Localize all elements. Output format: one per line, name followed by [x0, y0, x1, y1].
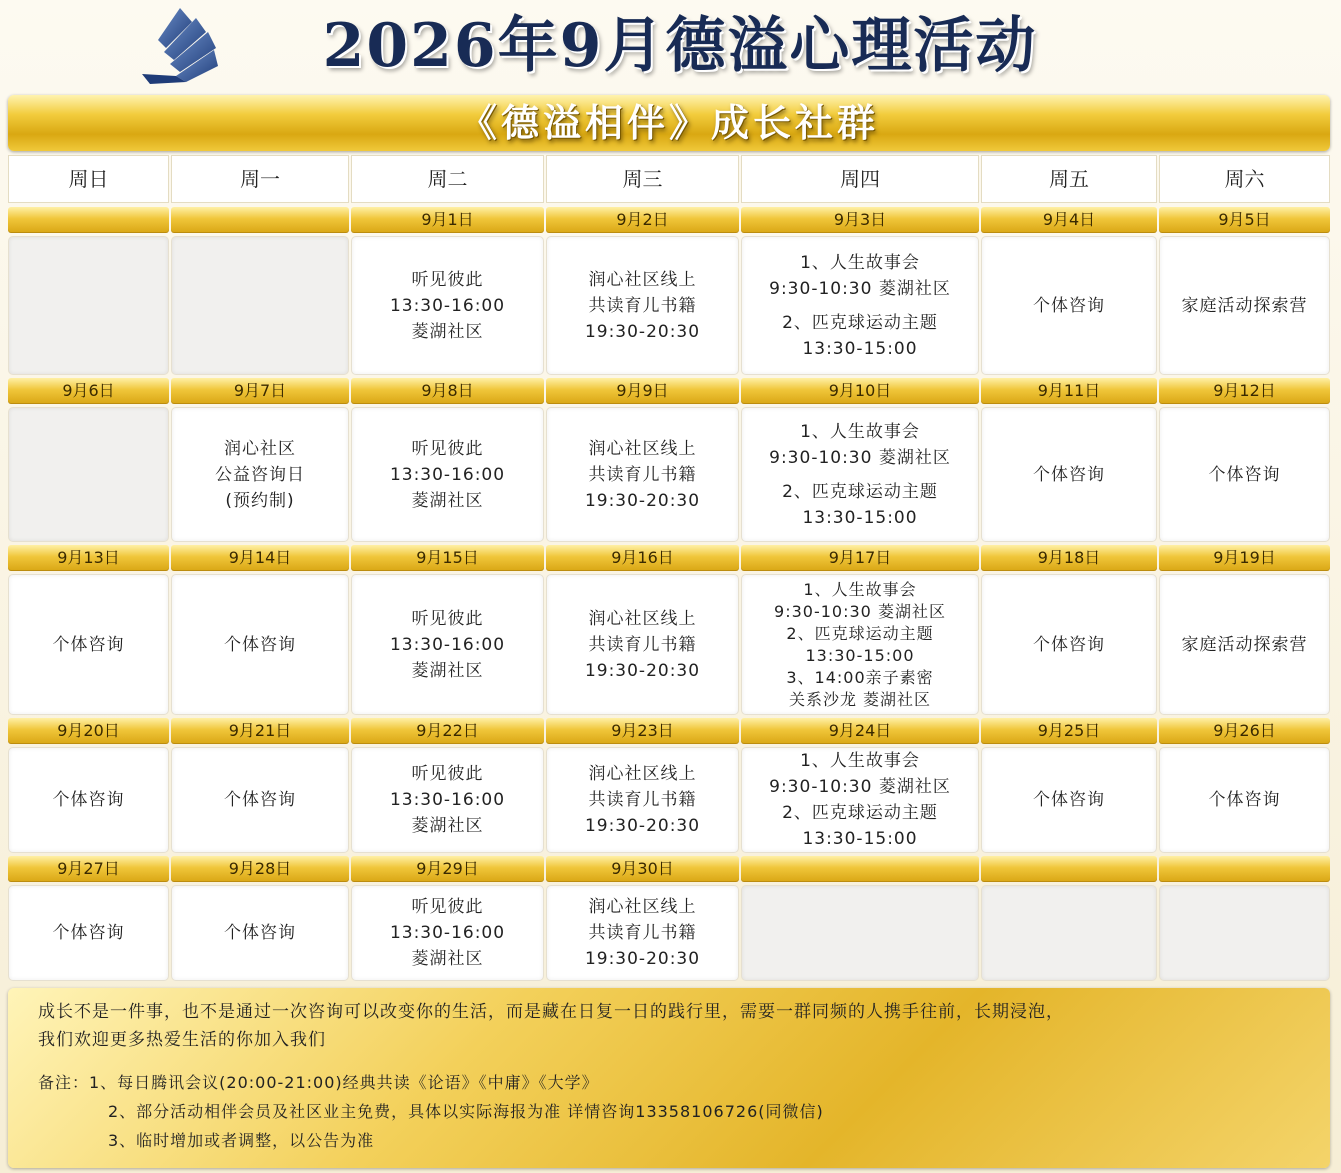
banner-title: 《德溢相伴》成长社群: [8, 95, 1330, 151]
activity-line: 2、匹克球运动主题: [782, 803, 938, 823]
activity-line: 13:30-15:00: [805, 645, 915, 665]
activity-line: 共读育儿书籍: [588, 295, 697, 316]
activity-cell: [171, 885, 349, 981]
empty-cell: [8, 236, 169, 375]
weekday-header: 周五: [981, 155, 1157, 203]
activity-line: 个体咨询: [1033, 790, 1105, 810]
empty-cell: [8, 407, 169, 542]
empty-cell: [981, 885, 1157, 981]
weekday-header: 周六: [1159, 155, 1330, 203]
notes: [38, 1068, 1313, 1155]
weekday-header: 周二: [351, 155, 544, 203]
note-1: 备注：1、每日腾讯会议(20:00-21:00)经典共读《论语》《中庸》《大学》: [38, 1073, 599, 1092]
activity-line: 个体咨询: [224, 923, 296, 943]
intro-line-1: 成长不是一件事，也不是通过一次咨询可以改变你的生活，而是藏在日复一日的践行里，需要一群同频的人携手往前，长期浸泡，: [38, 1002, 1064, 1022]
activity-cell: [8, 747, 169, 853]
date-bar: 9月8日: [351, 378, 544, 404]
activity-line: 共读育儿书籍: [588, 923, 697, 943]
date-bar: 9月10日: [741, 378, 979, 404]
date-bar: 9月26日: [1159, 718, 1330, 744]
activity-cell: [171, 407, 349, 542]
date-bar: 9月18日: [981, 545, 1157, 571]
activity-cell: [8, 885, 169, 981]
activity-cell: [981, 407, 1157, 542]
empty-cell: [1159, 885, 1330, 981]
book-pages-logo-icon: [136, 4, 222, 86]
activity-line: 润心社区线上: [588, 608, 697, 629]
activity-line: 9:30-10:30 菱湖社区: [769, 447, 951, 468]
activity-line: 19:30-20:30: [584, 816, 701, 836]
activity-cell: [351, 574, 544, 715]
activity-cell: [741, 574, 979, 715]
note-2: 2、部分活动相伴会员及社区业主免费，具体以实际海报为准 详情咨询13358106726(同微信): [108, 1102, 824, 1121]
date-bar: 9月3日: [741, 207, 979, 233]
activity-cell: [1159, 407, 1330, 542]
activity-line: 13:30-16:00: [389, 295, 506, 316]
calendar-grid: [8, 155, 1330, 984]
empty-cell: [741, 885, 979, 981]
date-bar: 9月23日: [546, 718, 739, 744]
activity-cell: [981, 236, 1157, 375]
activity-line: 19:30-20:30: [584, 949, 701, 969]
activity-line: 1、人生故事会: [800, 751, 920, 771]
activity-line: 个体咨询: [1208, 464, 1281, 485]
activity-cell: [1159, 574, 1330, 715]
activity-line: 13:30-15:00: [802, 338, 918, 359]
footer-panel: [8, 988, 1330, 1168]
date-bar: 9月2日: [546, 207, 739, 233]
date-bar: [8, 207, 169, 233]
date-bar: 9月1日: [351, 207, 544, 233]
activity-line: 共读育儿书籍: [588, 634, 697, 655]
note-3: 3、临时增加或者调整，以公告为准: [108, 1131, 375, 1150]
activity-cell: [351, 747, 544, 853]
activity-line: 19:30-20:30: [584, 660, 701, 681]
activity-line: 菱湖社区: [411, 949, 484, 969]
intro-line-2: 我们欢迎更多热爱生活的你加入我们: [38, 1030, 326, 1050]
date-bar: 9月16日: [546, 545, 739, 571]
activity-line: 菱湖社区: [411, 321, 484, 342]
activity-line: 个体咨询: [52, 790, 125, 810]
activity-cell: [8, 574, 169, 715]
activity-line: 13:30-16:00: [389, 464, 506, 485]
activity-line: 2、匹克球运动主题: [782, 312, 938, 333]
activity-cell: [546, 574, 739, 715]
date-bar: 9月14日: [171, 545, 349, 571]
activity-line: 13:30-15:00: [802, 507, 918, 528]
date-bar: 9月19日: [1159, 545, 1330, 571]
activity-line: 2、匹克球运动主题: [786, 623, 934, 643]
activity-line: 1、人生故事会: [800, 252, 920, 273]
date-bar: 9月20日: [8, 718, 169, 744]
activity-cell: [546, 747, 739, 853]
activity-line: 13:30-16:00: [389, 790, 506, 810]
activity-line: 润心社区线上: [588, 897, 697, 917]
date-bar: 9月29日: [351, 856, 544, 882]
activity-line: 个体咨询: [1208, 790, 1281, 810]
activity-line: 2、匹克球运动主题: [782, 481, 938, 502]
activity-line: 个体咨询: [52, 634, 125, 655]
activity-line: 关系沙龙 菱湖社区: [788, 689, 932, 709]
empty-cell: [171, 236, 349, 375]
activity-cell: [351, 885, 544, 981]
activity-line: 1、人生故事会: [803, 579, 917, 599]
activity-line: 个体咨询: [1033, 295, 1105, 316]
weekday-header: 周日: [8, 155, 169, 203]
activity-line: 菱湖社区: [411, 816, 484, 836]
activity-line: 13:30-15:00: [802, 829, 918, 849]
date-bar: 9月22日: [351, 718, 544, 744]
activity-line: 19:30-20:30: [584, 321, 701, 342]
date-bar: 9月5日: [1159, 207, 1330, 233]
activity-cell: [981, 747, 1157, 853]
date-bar: 9月9日: [546, 378, 739, 404]
weekday-header: 周四: [741, 155, 979, 203]
weekday-header: 周三: [546, 155, 739, 203]
date-bar: 9月17日: [741, 545, 979, 571]
activity-cell: [741, 747, 979, 853]
activity-line: 个体咨询: [224, 634, 296, 655]
activity-line: 公益咨询日: [215, 464, 305, 485]
activity-cell: [741, 407, 979, 542]
date-bar: 9月27日: [8, 856, 169, 882]
activity-line: 润心社区线上: [588, 764, 697, 784]
activity-cell: [546, 407, 739, 542]
activity-cell: [1159, 236, 1330, 375]
activity-line: 9:30-10:30 菱湖社区: [769, 278, 951, 299]
page-title: 2026年9月德溢心理活动: [322, 11, 1038, 81]
activity-line: 润心社区线上: [588, 438, 697, 459]
activity-line: 3、14:00亲子素密: [786, 667, 934, 687]
activity-cell: [351, 407, 544, 542]
date-bar: 9月24日: [741, 718, 979, 744]
intro-text: [38, 998, 1313, 1054]
activity-line: 13:30-16:00: [389, 923, 506, 943]
date-bar: 9月21日: [171, 718, 349, 744]
date-bar: 9月11日: [981, 378, 1157, 404]
activity-cell: [171, 574, 349, 715]
date-bar: 9月12日: [1159, 378, 1330, 404]
activity-line: 个体咨询: [1033, 464, 1105, 485]
activity-cell: [171, 747, 349, 853]
activity-line: 菱湖社区: [411, 660, 484, 681]
date-bar: 9月7日: [171, 378, 349, 404]
activity-cell: [1159, 747, 1330, 853]
activity-line: 共读育儿书籍: [588, 464, 697, 485]
activity-line: (预约制): [225, 490, 295, 511]
date-bar: 9月6日: [8, 378, 169, 404]
date-bar: [981, 856, 1157, 882]
activity-line: 听见彼此: [411, 764, 484, 784]
activity-cell: [741, 236, 979, 375]
activity-line: 9:30-10:30 菱湖社区: [769, 777, 951, 797]
activity-line: 9:30-10:30 菱湖社区: [774, 601, 946, 621]
date-bar: [741, 856, 979, 882]
activity-line: 1、人生故事会: [800, 421, 920, 442]
date-bar: [1159, 856, 1330, 882]
activity-line: 听见彼此: [411, 269, 484, 290]
date-bar: 9月15日: [351, 545, 544, 571]
activity-cell: [351, 236, 544, 375]
weekday-header: 周一: [171, 155, 349, 203]
date-bar: 9月13日: [8, 545, 169, 571]
date-bar: [171, 207, 349, 233]
activity-cell: [546, 885, 739, 981]
activity-cell: [981, 574, 1157, 715]
activity-line: 13:30-16:00: [389, 634, 506, 655]
activity-line: 19:30-20:30: [584, 490, 701, 511]
date-bar: 9月4日: [981, 207, 1157, 233]
activity-line: 家庭活动探索营: [1181, 634, 1308, 655]
activity-line: 听见彼此: [411, 897, 484, 917]
activity-line: 润心社区线上: [588, 269, 697, 290]
activity-line: 共读育儿书籍: [588, 790, 697, 810]
date-bar: 9月30日: [546, 856, 739, 882]
header: [0, 0, 1341, 92]
activity-line: 润心社区: [224, 438, 296, 459]
activity-line: 个体咨询: [52, 923, 125, 943]
activity-line: 家庭活动探索营: [1181, 295, 1308, 316]
activity-line: 菱湖社区: [411, 490, 484, 511]
date-bar: 9月28日: [171, 856, 349, 882]
date-bar: 9月25日: [981, 718, 1157, 744]
activity-line: 听见彼此: [411, 608, 484, 629]
activity-cell: [546, 236, 739, 375]
activity-line: 个体咨询: [1033, 634, 1105, 655]
activity-line: 听见彼此: [411, 438, 484, 459]
activity-line: 个体咨询: [224, 790, 296, 810]
